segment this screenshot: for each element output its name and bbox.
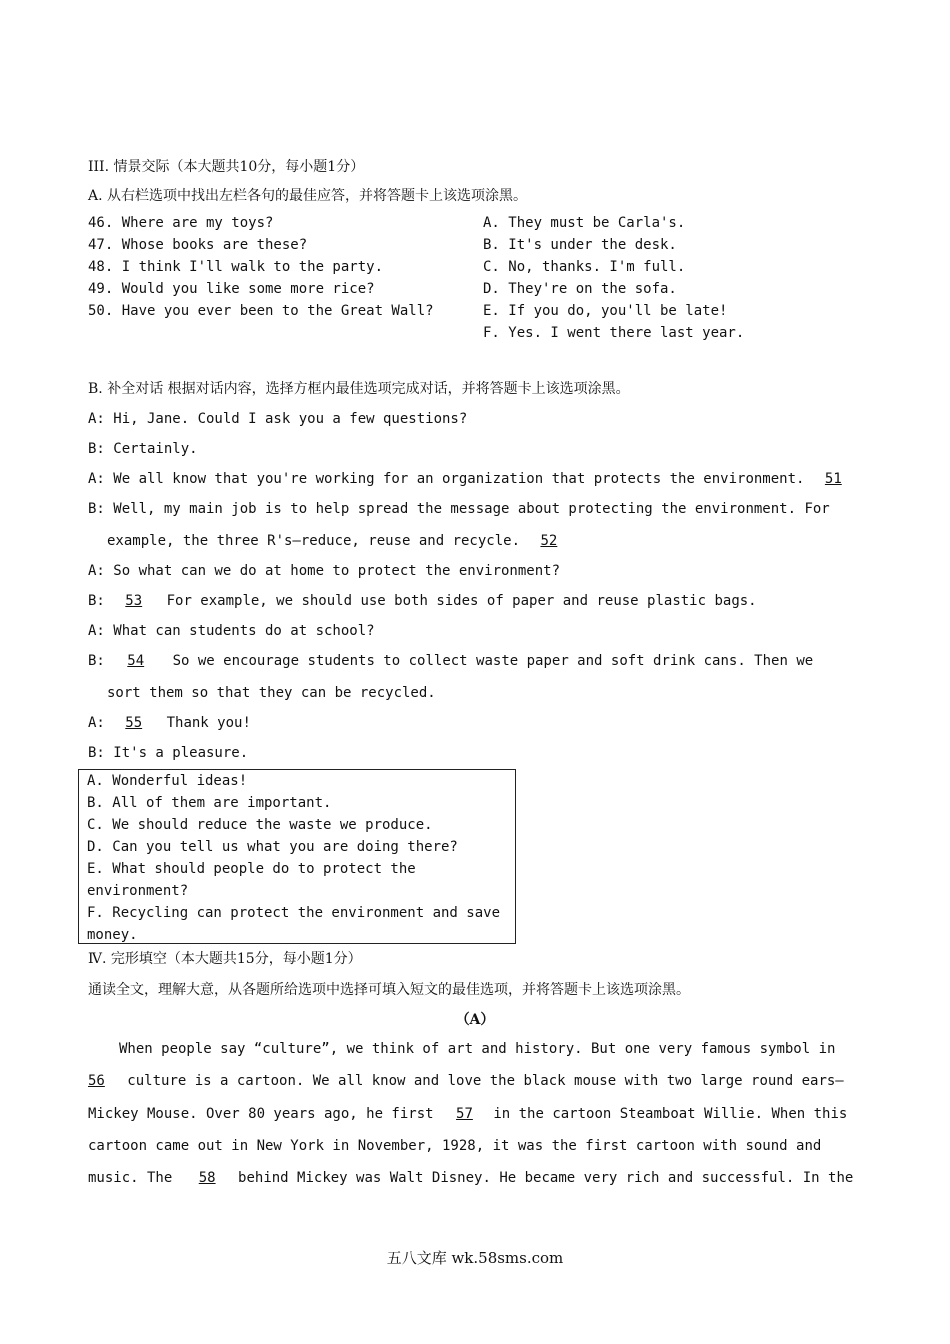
dialogue-line: B: It's a pleasure. <box>88 745 249 761</box>
option-f: F. Recycling can protect the environment and save <box>87 905 501 921</box>
passage-line <box>88 1072 844 1090</box>
option-d: D. Can you tell us what you are doing there? <box>87 839 458 855</box>
dialogue-text: For example, we should use both sides of paper and reuse plastic bags. <box>166 593 757 609</box>
passage-text: music. The <box>88 1170 173 1186</box>
option-a: A. Wonderful ideas! <box>87 773 248 789</box>
dialogue-text: example, the three R's—reduce, reuse and recycle. <box>107 533 521 549</box>
part-b-instruction: B. 补全对话 根据对话内容，选择方框内最佳选项完成对话，并将答题卡上该选项涂黑。 <box>88 381 630 397</box>
dialogue-line: A: Hi, Jane. Could I ask you a few questions? <box>88 411 468 427</box>
passage-line: When people say “culture”, we think of art and history. But one very famous symbol in <box>119 1041 836 1057</box>
question-49: 49. Would you like some more rice? <box>88 281 375 297</box>
dialogue-line <box>88 652 813 670</box>
option-f-continued: money. <box>87 927 138 943</box>
answer-d: D. They're on the sofa. <box>483 281 677 297</box>
passage-label: （A） <box>455 1012 495 1028</box>
blank-53: 53 <box>125 593 143 609</box>
blank-52: 52 <box>540 533 558 549</box>
blank-57: 57 <box>456 1106 473 1122</box>
question-47: 47. Whose books are these? <box>88 237 308 253</box>
answer-a: A. They must be Carla's. <box>483 215 686 231</box>
option-c: C. We should reduce the waste we produce. <box>87 817 433 833</box>
section4-instruction: 通读全文，理解大意，从各题所给选项中选择可填入短文的最佳选项，并将答题卡上该选项涂黑。 <box>88 982 690 998</box>
option-e: E. What should people do to protect the <box>87 861 416 877</box>
passage-text: behind Mickey was Walt Disney. He became very rich and successful. In the <box>238 1170 854 1186</box>
section4-heading: Ⅳ. 完形填空（本大题共15分，每小题1分） <box>88 951 362 967</box>
blank-56: 56 <box>88 1073 105 1089</box>
passage-text: culture is a cartoon. We all know and love the black mouse with two large round ears— <box>127 1073 844 1089</box>
part-a-instruction: A. 从右栏选项中找出左栏各句的最佳应答，并将答题卡上该选项涂黑。 <box>88 188 528 204</box>
dialogue-text: So we encourage students to collect waste paper and soft drink cans. Then we <box>172 653 814 669</box>
dialogue-line <box>88 714 251 732</box>
question-46: 46. Where are my toys? <box>88 215 274 231</box>
blank-58: 58 <box>198 1170 216 1186</box>
speaker: B: <box>88 593 105 609</box>
dialogue-text: A: We all know that you're working for an organization that protects the environment. <box>88 471 805 487</box>
dialogue-line: B: Certainly. <box>88 441 198 457</box>
dialogue-line: A: What can students do at school? <box>88 623 375 639</box>
dialogue-line: sort them so that they can be recycled. <box>107 685 436 701</box>
answer-b: B. It's under the desk. <box>483 237 677 253</box>
dialogue-line <box>88 470 844 488</box>
answer-c: C. No, thanks. I'm full. <box>483 259 686 275</box>
dialogue-line <box>107 532 569 550</box>
options-box <box>78 769 516 944</box>
passage-line: cartoon came out in New York in November, 1928, it was the first cartoon with sound and <box>88 1138 822 1154</box>
answer-f: F. Yes. I went there last year. <box>483 325 745 341</box>
passage-text: in the cartoon Steamboat Willie. When this <box>493 1106 848 1122</box>
speaker: A: <box>88 715 105 731</box>
passage-line <box>88 1105 847 1123</box>
speaker: B: <box>88 653 105 669</box>
question-50: 50. Have you ever been to the Great Wall? <box>88 303 434 319</box>
dialogue-line <box>88 592 757 610</box>
answer-e: E. If you do, you'll be late! <box>483 303 728 319</box>
blank-54: 54 <box>127 653 145 669</box>
option-b: B. All of them are important. <box>87 795 332 811</box>
passage-text: Mickey Mouse. Over 80 years ago, he first <box>88 1106 434 1122</box>
footer-watermark: 五八文库 wk.58sms.com <box>386 1249 564 1267</box>
dialogue-line: B: Well, my main job is to help spread the message about protecting the environment. For <box>88 501 830 517</box>
blank-55: 55 <box>125 715 143 731</box>
section3-heading: III. 情景交际（本大题共10分，每小题1分） <box>88 159 365 175</box>
question-48: 48. I think I'll walk to the party. <box>88 259 384 275</box>
blank-51: 51 <box>824 471 842 487</box>
option-e-continued: environment? <box>87 883 189 899</box>
passage-line <box>88 1169 853 1187</box>
dialogue-line: A: So what can we do at home to protect the environment? <box>88 563 561 579</box>
dialogue-text: Thank you! <box>166 715 251 731</box>
